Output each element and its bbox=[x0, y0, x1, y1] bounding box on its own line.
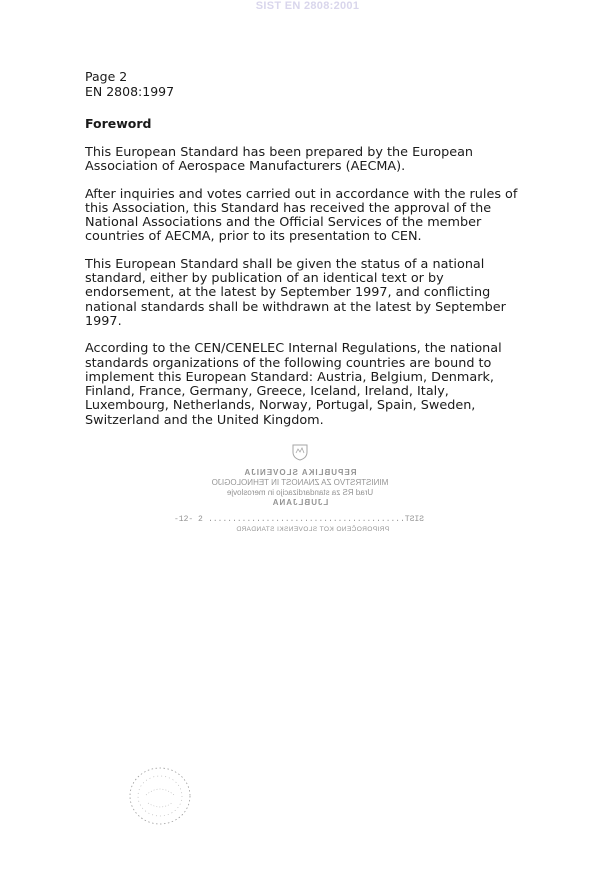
watermark-standard-id: SIST EN 2808:2001 bbox=[255, 0, 360, 12]
stamp-line-republic: REPUBLIKA SLOVENIJA bbox=[243, 468, 357, 477]
round-seal-icon bbox=[126, 765, 194, 827]
page-content bbox=[85, 69, 525, 441]
coat-of-arms-icon bbox=[289, 443, 311, 461]
stamp-recommendation: PRIPOROČENO KOT SLOVENSKI STANDARD bbox=[236, 526, 390, 533]
approval-stamp bbox=[200, 443, 400, 508]
page-number: Page 2 bbox=[85, 69, 128, 84]
stamp-line-office: Urad RS za standardizacijo in meroslovje bbox=[226, 488, 374, 497]
stamp-date-fragment: -12- 2 bbox=[174, 515, 203, 524]
stamp-line-ministry: MINISTRSTVO ZA ZNANOST IN TEHNOLOGIJO bbox=[211, 478, 389, 487]
foreword-paragraph: This European Standard has been prepared by the European Association of Aerospace Manufacturers (AECMA). bbox=[85, 145, 474, 175]
stamp-line-city: LJUBLJANA bbox=[271, 498, 329, 507]
standard-number: EN 2808:1997 bbox=[85, 84, 175, 99]
stamp-sist-line: SIST......................................... bbox=[207, 515, 424, 524]
foreword-heading: Foreword bbox=[85, 116, 152, 131]
foreword-paragraph: This European Standard shall be given the status of a national standard, either by publication of an identical text or by endorsement, at the latest by September 1997, and conflicting national standards shall be withdrawn at the latest by September 1997. bbox=[85, 256, 506, 329]
foreword-paragraph: After inquiries and votes carried out in accordance with the rules of this Association, this Standard has received the approval of the National Associations and the Official Services of the member countries of AECMA, prior to its presentation to CEN. bbox=[85, 186, 518, 245]
foreword-paragraph: According to the CEN/CENELEC Internal Regulations, the national standards organizations of the following countries are bound to implement this European Standard: Austria, Belgium, Denmark, Finland, France, Germany, Greece, Iceland, Ireland, Italy, Luxembourg, Netherlands, Norway, Portugal, Spain, Sweden, Switzerland and the United Kingdom. bbox=[85, 341, 502, 428]
stamp-dotted-row bbox=[174, 515, 424, 524]
